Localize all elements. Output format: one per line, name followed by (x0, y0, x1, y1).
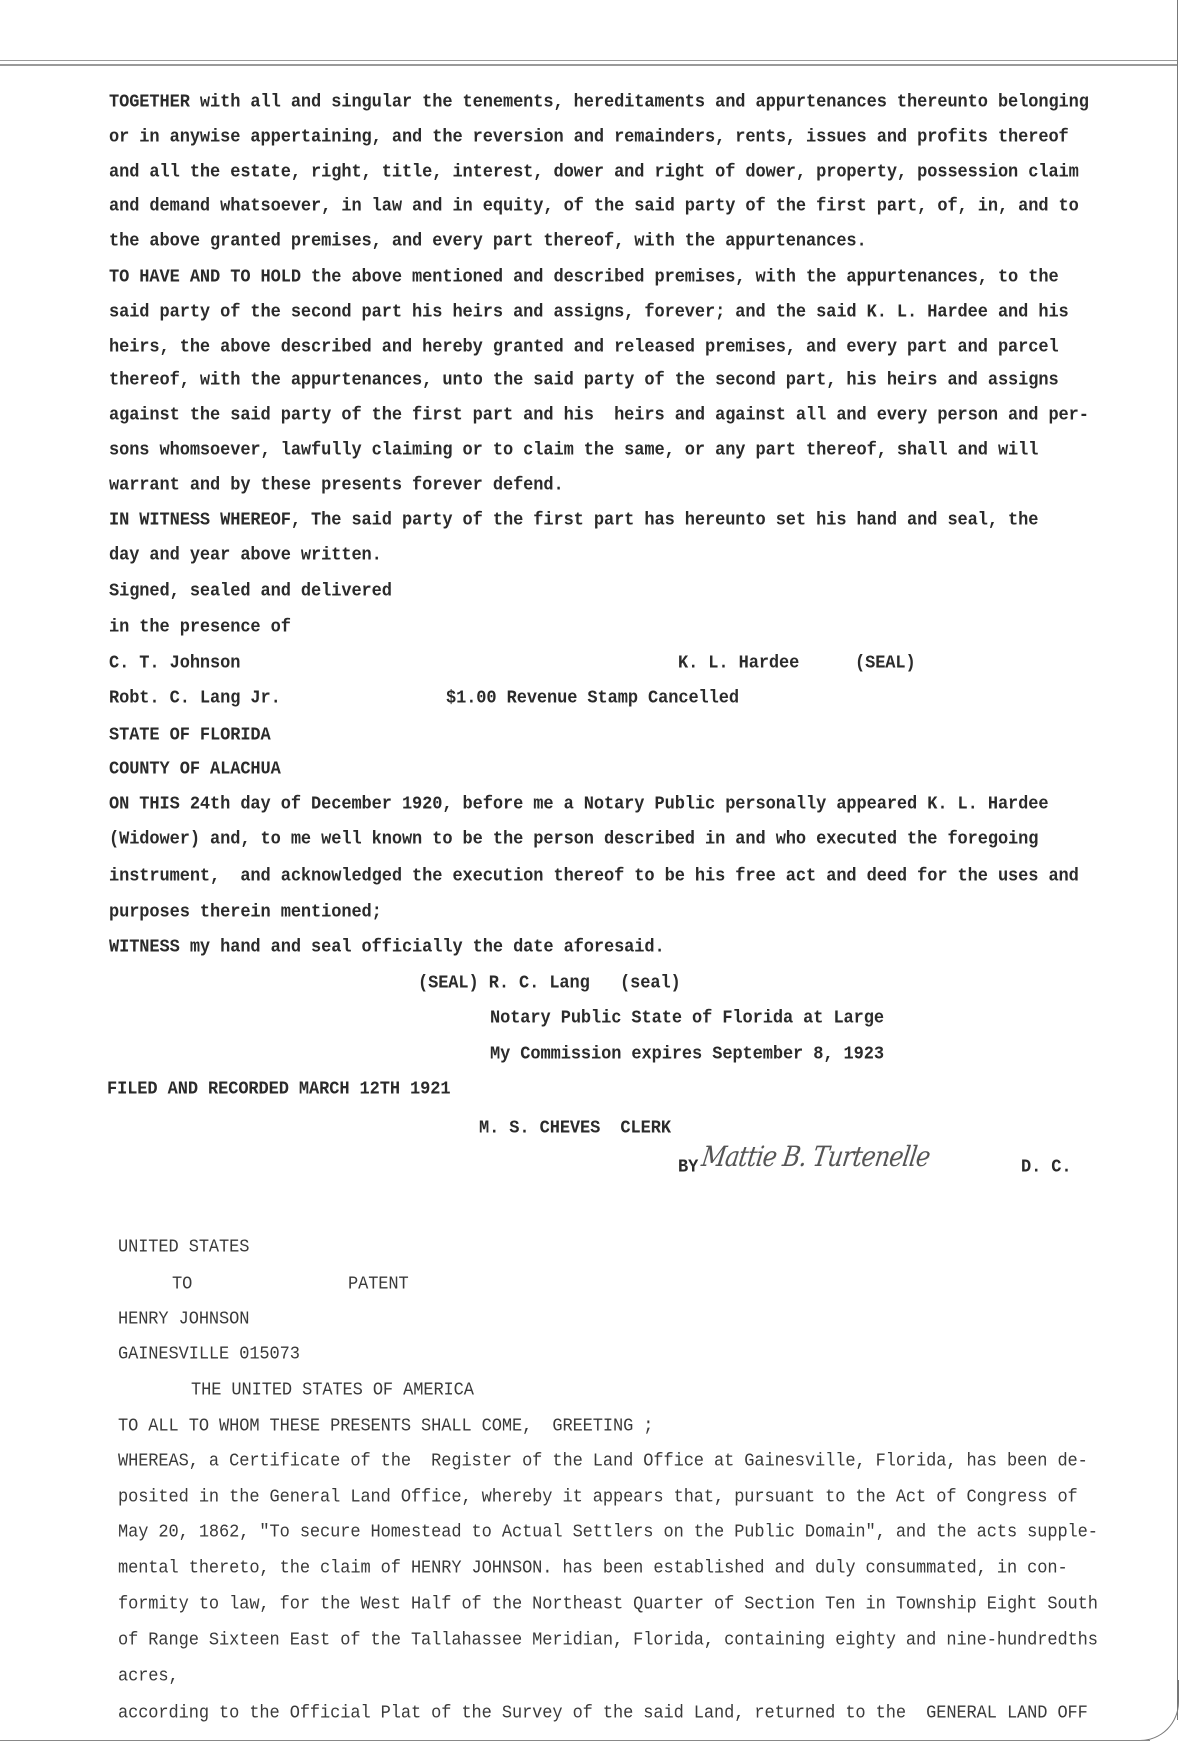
patent-line: formity to law, for the West Half of the Northeast Quarter of Section Ten in Township Eight South (118, 1594, 1098, 1615)
revenue-stamp: $1.00 Revenue Stamp Cancelled (446, 688, 739, 709)
header-rule-top (0, 60, 1178, 61)
page-edge (1177, 0, 1178, 1720)
patent-line: of Range Sixteen East of the Tallahassee Meridian, Florida, containing eighty and nine-hundredths (118, 1630, 1098, 1651)
deed-line: and demand whatsoever, in law and in equity, of the said party of the first part, of, in, and to (109, 196, 1079, 217)
acknowledgment-line: purposes therein mentioned; (109, 902, 382, 923)
deed-line: and all the estate, right, title, interest, dower and right of dower, property, possession claim (109, 162, 1079, 183)
deed-line: against the said party of the first part and his heirs and against all and every person and per- (109, 405, 1089, 426)
deed-line: heirs, the above described and hereby granted and released premises, and every part and parcel (109, 337, 1059, 358)
by-label: BY (678, 1157, 699, 1178)
page-bottom-edge (0, 1740, 1150, 1741)
acknowledgment-line: instrument, and acknowledged the execution thereof to be his free act and deed for the uses and (109, 866, 1079, 887)
deed-line: said party of the second part his heirs and assigns, forever; and the said K. L. Hardee and his (109, 302, 1069, 323)
county: COUNTY OF ALACHUA (109, 759, 281, 780)
witness-2: Robt. C. Lang Jr. (109, 688, 281, 709)
acknowledgment-line: ON THIS 24th day of December 1920, before me a Notary Public personally appeared K. L. Hardee (109, 794, 1049, 815)
patent-from: UNITED STATES (118, 1237, 250, 1258)
deed-line: thereof, with the appurtenances, unto the said party of the second part, his heirs and assigns (109, 370, 1059, 391)
patent-line: May 20, 1862, "To secure Homestead to Actual Settlers on the Public Domain", and the acts supple- (118, 1522, 1098, 1543)
patent-line: acres, (118, 1666, 179, 1687)
patent-reference: GAINESVILLE 015073 (118, 1344, 300, 1365)
state: STATE OF FLORIDA (109, 725, 271, 746)
acknowledgment-line: WITNESS my hand and seal officially the date aforesaid. (109, 937, 665, 958)
patent-line: WHEREAS, a Certificate of the Register of the Land Office at Gainesville, Florida, has been de- (118, 1451, 1088, 1472)
patent-grantee: HENRY JOHNSON (118, 1309, 250, 1330)
witness-1: C. T. Johnson (109, 653, 241, 674)
filed-recorded: FILED AND RECORDED MARCH 12TH 1921 (107, 1079, 451, 1100)
deed-line: or in anywise appertaining, and the reversion and remainders, rents, issues and profits thereof (109, 127, 1069, 148)
deed-line: IN WITNESS WHEREOF, The said party of the first part has hereunto set his hand and seal, the (109, 510, 1039, 531)
deed-line: day and year above written. (109, 545, 382, 566)
patent-to: TO (172, 1274, 193, 1295)
patent-greeting: TO ALL TO WHOM THESE PRESENTS SHALL COME, GREETING ; (118, 1416, 654, 1437)
patent-line: according to the Official Plat of the Survey of the said Land, returned to the GENERAL LAND OFF (118, 1703, 1088, 1724)
deed-line: TO HAVE AND TO HOLD the above mentioned and described premises, with the appurtenances, to the (109, 267, 1059, 288)
grantor-name: K. L. Hardee (678, 653, 800, 674)
header-rule-bottom (0, 64, 1178, 66)
deed-line: the above granted premises, and every part thereof, with the appurtenances. (109, 231, 867, 252)
acknowledgment-line: (Widower) and, to me well known to be the person described in and who executed the foregoing (109, 829, 1039, 850)
patent-type: PATENT (348, 1274, 409, 1295)
clerk: M. S. CHEVES CLERK (479, 1118, 671, 1139)
patent-line: posited in the General Land Office, whereby it appears that, pursuant to the Act of Congress of (118, 1487, 1078, 1508)
deputy-signature: Mattie B. Turtenelle (699, 1140, 932, 1173)
deed-line: TOGETHER with all and singular the tenements, hereditaments and appurtenances thereunto belonging (109, 92, 1089, 113)
deed-line: in the presence of (109, 617, 291, 638)
commission-expiry: My Commission expires September 8, 1923 (490, 1044, 884, 1065)
patent-heading: THE UNITED STATES OF AMERICA (191, 1380, 474, 1401)
deed-line: warrant and by these presents forever defend. (109, 475, 564, 496)
grantor-seal: (SEAL) (855, 653, 916, 674)
notary-title: Notary Public State of Florida at Large (490, 1008, 884, 1029)
deed-line: Signed, sealed and delivered (109, 581, 392, 602)
notary-signature: (SEAL) R. C. Lang (seal) (418, 973, 681, 994)
page-corner (1140, 1680, 1179, 1741)
deputy-clerk-label: D. C. (1021, 1157, 1072, 1178)
deed-line: sons whomsoever, lawfully claiming or to claim the same, or any part thereof, shall and will (109, 440, 1039, 461)
patent-line: mental thereto, the claim of HENRY JOHNSON. has been established and duly consummated, in con- (118, 1558, 1068, 1579)
